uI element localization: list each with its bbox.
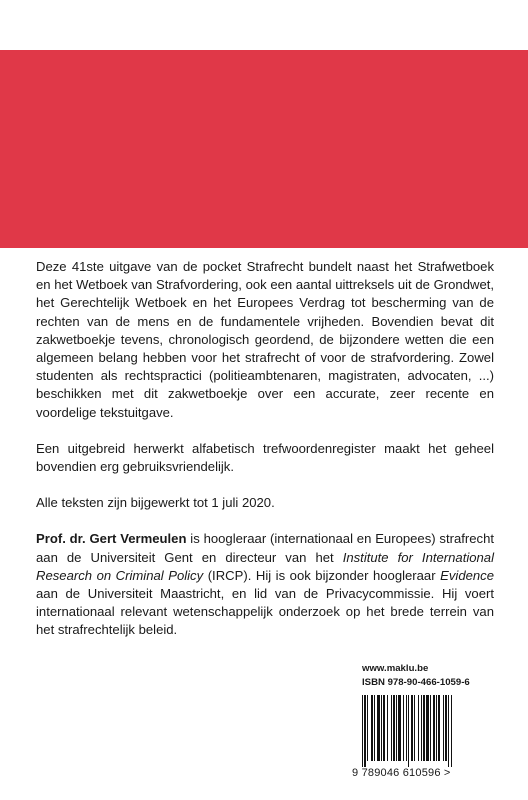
bio-text-1: is hoogleraar (internationaal en Europees) strafrecht aan de Universiteit Gent en directeur van het (36, 531, 495, 565)
barcode-bar (408, 695, 409, 767)
barcode-bar (414, 695, 415, 761)
isbn-label: ISBN 978-90-466-1059-6 (362, 677, 470, 688)
barcode-bar (383, 695, 385, 761)
barcode-bar (377, 695, 380, 761)
description-paragraph-1: Deze 41ste uitgave van de pocket Strafrecht bundelt naast het Strafwetboek en het Wetboek van Strafvordering, ook een aantal uittreksels uit de Grondwet, het Gerechtelijk Wetboek en het Europees Verdrag tot bescherming van de rechten van de mens en de fundamentele vrijheden. Bovendien bevat dit zakwetboekje tevens, chronologisch geordend, de bijzondere wetten die een algemeen belang hebben voor het strafrecht of voor de strafvordering. Zowel studenten als rechtspractici (politieambtenaren, magistraten, advocaten, ...) beschikken met dit zakwetboekje over een accurate, zeer recente en voordelige tekstuitgave. (36, 259, 494, 420)
barcode-bar (436, 695, 437, 761)
barcode-bar (381, 695, 382, 761)
description-paragraph-3: Alle teksten zijn bijgewerkt tot 1 juli 2020. (36, 495, 275, 511)
barcode-bar (423, 695, 425, 761)
barcode-block (352, 663, 498, 793)
institute-name: Institute for International Research on Criminal Policy (36, 549, 495, 583)
author-name: Prof. dr. Gert Vermeulen (36, 531, 187, 547)
barcode-bar (418, 695, 419, 761)
barcode-bar (411, 695, 413, 761)
barcode-bar (406, 695, 407, 761)
barcode-bar (393, 695, 395, 761)
barcode-icon (352, 695, 498, 767)
course-name: Evidence (440, 567, 494, 583)
top-margin (0, 0, 528, 50)
bio-text-3: aan de Universiteit Maastricht, en lid van de Privacycommissie. Hij voert internationaal relevant wetenschappelijk onderzoek op het brede terrein van het strafrechtelijk beleid. (36, 586, 494, 638)
barcode-bar (387, 695, 388, 761)
barcode-bar (362, 695, 363, 767)
barcode-bar (367, 695, 368, 761)
back-cover-text (36, 258, 494, 658)
barcode-bar (443, 695, 444, 761)
publisher-url: www.maklu.be (362, 663, 429, 674)
barcode-bar (451, 695, 452, 767)
barcode-bar (445, 695, 447, 761)
barcode-bar (364, 695, 366, 767)
barcode-bar (448, 695, 449, 767)
barcode-bar (421, 695, 422, 761)
barcode-bar (398, 695, 401, 761)
barcode-bar (433, 695, 435, 761)
barcode-bar (396, 695, 397, 761)
bio-text-2: (IRCP). Hij is ook bijzonder hoogleraar (203, 567, 441, 583)
barcode-bar (391, 695, 392, 761)
barcode-digits: 9 789046 610596 > (352, 767, 451, 779)
barcode-bar (426, 695, 429, 761)
barcode-bar (438, 695, 440, 761)
barcode-bar (403, 695, 404, 761)
cover-color-band (0, 50, 528, 248)
author-bio (36, 530, 494, 639)
description-paragraph-2: Een uitgebreid herwerkt alfabetisch trefwoordenregister maakt het geheel bovendien erg gebruiksvriendelijk. (36, 440, 494, 475)
barcode-bar (374, 695, 375, 761)
barcode-bar (371, 695, 373, 761)
barcode-bar (430, 695, 431, 761)
